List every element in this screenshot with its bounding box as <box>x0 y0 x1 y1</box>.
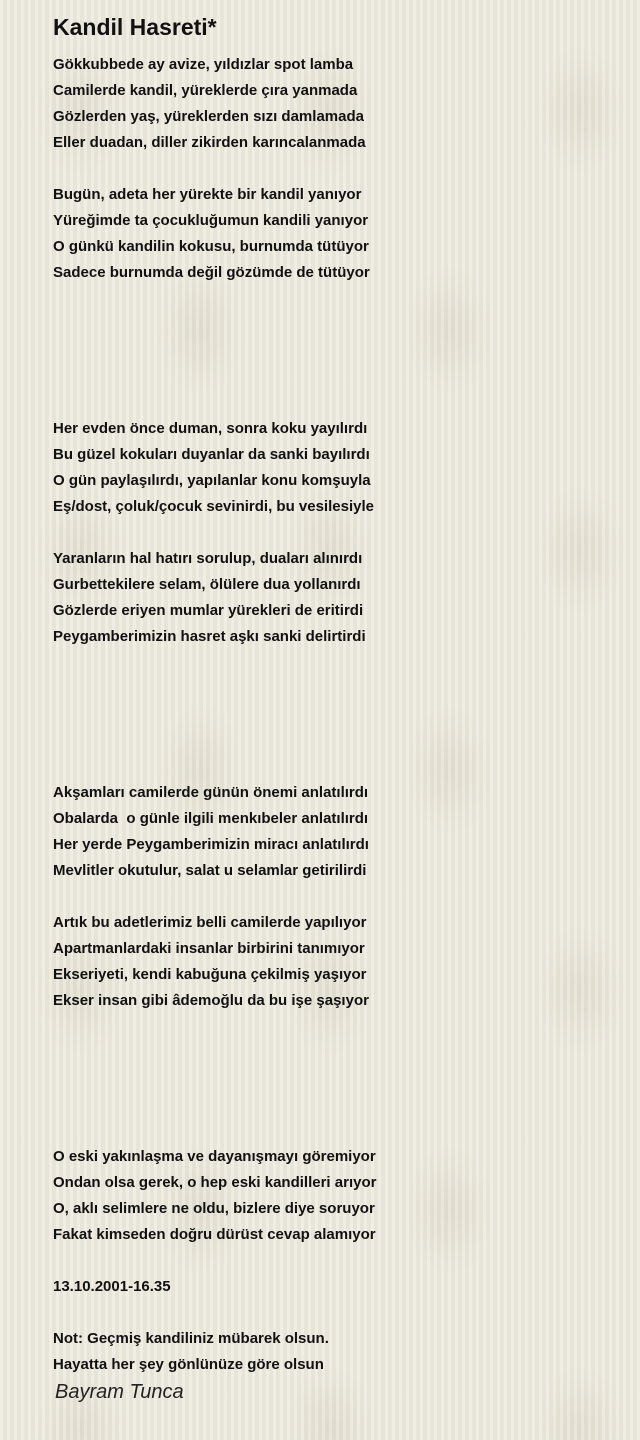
poem-line: Mevlitler okutulur, salat u selamlar getirilirdi <box>53 862 367 879</box>
poem-line: Gözlerden yaş, yüreklerden sızı damlamada <box>53 108 364 125</box>
stanza-4 <box>53 546 613 650</box>
poem-line: Camilerde kandil, yüreklerde çıra yanmada <box>53 82 358 99</box>
stanza-2 <box>53 182 613 286</box>
note-line: Hayatta her şey gönlünüze göre olsun <box>53 1356 324 1373</box>
poem-line: Eş/dost, çoluk/çocuk sevinirdi, bu vesilesiyle <box>53 498 374 515</box>
stanza-3 <box>53 416 613 520</box>
poem-line: Akşamları camilerde günün önemi anlatılırdı <box>53 784 369 801</box>
poem-line: Sadece burnumda değil gözümde de tütüyor <box>53 264 370 281</box>
poem-line: Her evden önce duman, sonra koku yayılırdı <box>53 420 368 437</box>
poem-title: Kandil Hasreti* <box>53 14 217 40</box>
poem-line: Bugün, adeta her yürekte bir kandil yanıyor <box>53 186 362 203</box>
poem-line: Yaranların hal hatırı sorulup, duaları alınırdı <box>53 550 363 567</box>
poem-note <box>53 1326 613 1378</box>
poem-body <box>53 12 613 1378</box>
poem-line: Bu güzel kokuları duyanlar da sanki bayılırdı <box>53 446 370 463</box>
poem-line: Gözlerde eriyen mumlar yürekleri de eritirdi <box>53 602 364 619</box>
note-line: Not: Geçmiş kandiliniz mübarek olsun. <box>53 1330 329 1347</box>
poem-line: Apartmanlardaki insanlar birbirini tanımıyor <box>53 940 365 957</box>
stanza-7 <box>53 1144 613 1248</box>
poem-line: Yüreğimde ta çocukluğumun kandili yanıyor <box>53 212 369 229</box>
poem-line: Gökkubbede ay avize, yıldızlar spot lamba <box>53 56 354 73</box>
poem-line: Her yerde Peygamberimizin miracı anlatılırdı <box>53 836 369 853</box>
poem-date: 13.10.2001-16.35 <box>53 1278 171 1295</box>
poem-line: Artık bu adetlerimiz belli camilerde yapılıyor <box>53 914 367 931</box>
poem-line: Eller duadan, diller zikirden karıncalanmada <box>53 134 366 151</box>
stanza-6 <box>53 910 613 1014</box>
stanza-5 <box>53 780 613 884</box>
poem-line: Gurbettekilere selam, ölülere dua yollanırdı <box>53 576 361 593</box>
poem-line: O eski yakınlaşma ve dayanışmayı göremiyor <box>53 1148 376 1165</box>
poem-line: O, aklı selimlere ne oldu, bizlere diye soruyor <box>53 1200 375 1217</box>
poem-line: Ekseriyeti, kendi kabuğuna çekilmiş yaşıyor <box>53 966 367 983</box>
stanza-1 <box>53 52 613 156</box>
author-name[interactable]: Bayram Tunca <box>55 1381 184 1403</box>
poem-line: O gün paylaşılırdı, yapılanlar konu komşuyla <box>53 472 371 489</box>
poem-line: Fakat kimseden doğru dürüst cevap alamıyor <box>53 1226 376 1243</box>
poem-line: O günkü kandilin kokusu, burnumda tütüyor <box>53 238 369 255</box>
poem-line: Ekser insan gibi âdemoğlu da bu işe şaşıyor <box>53 992 369 1009</box>
poem-line: Obalarda o günle ilgili menkıbeler anlatılırdı <box>53 810 369 827</box>
poem-line: Peygamberimizin hasret aşkı sanki delirtirdi <box>53 628 366 645</box>
poem-line: Ondan olsa gerek, o hep eski kandilleri arıyor <box>53 1174 377 1191</box>
